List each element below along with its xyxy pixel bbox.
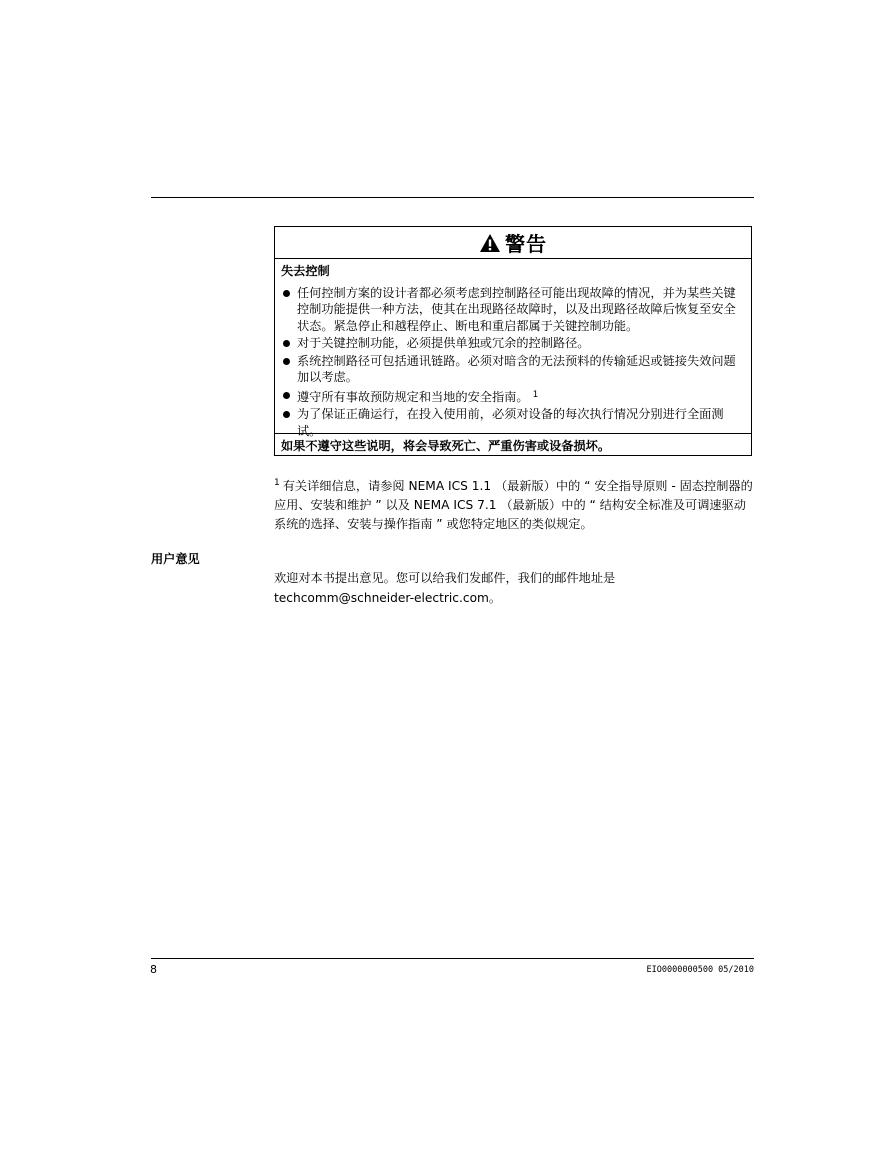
- warning-bullet-list: [281, 285, 745, 440]
- warning-bullet: 系统控制路径可包括通讯链路。必须对暗含的无法预料的传输延迟或链接失效问题加以考虑。: [281, 353, 745, 386]
- footnote-reference: 1: [532, 389, 539, 400]
- feedback-label: 用户意见: [151, 552, 200, 566]
- footer-rule: [151, 958, 754, 959]
- warning-footer: 如果不遵守这些说明，将会导致死亡、严重伤害或设备损坏。: [275, 433, 751, 455]
- feedback-line: 欢迎对本书提出意见。您可以给我们发邮件，我们的邮件地址是: [274, 571, 616, 585]
- warning-heading: 失去控制: [281, 264, 330, 278]
- warning-box: [274, 226, 752, 456]
- feedback-email: techcomm@schneider-electric.com。: [274, 591, 502, 605]
- page-number: 8: [150, 963, 157, 976]
- warning-bullet: 对于关键控制功能，必须提供单独或冗余的控制路径。: [281, 335, 745, 352]
- warning-bullet: 为了保证正确运行，在投入使用前，必须对设备的每次执行情况分别进行全面测试。: [281, 406, 745, 439]
- warning-bullet: 遵守所有事故预防规定和当地的安全指南。 $^1$: [281, 387, 745, 406]
- warning-title: 警告: [505, 232, 547, 256]
- warning-bullet: 任何控制方案的设计者都必须考虑到控制路径可能出现故障的情况，并为某些关键控制功能提供一种方法，使其在出现路径故障时，以及出现路径故障后恢复至安全状态。紧急停止和越程停止、断电和重启都属于关键控制功能。: [281, 285, 745, 335]
- warning-body: [275, 259, 751, 439]
- feedback-text: [274, 568, 754, 608]
- header-rule: [151, 197, 754, 198]
- footnote-text: 有关详细信息，请参阅 NEMA ICS 1.1 （最新版）中的 “ 安全指导原则 - 固态控制器的应用、安装和维护 ” 以及 NEMA ICS 7.1 （最新版）中的 “ 结构安全标准及可调速驱动系统的选择、安装与操作指南 ” 或您特定地区的类似规定。: [274, 479, 753, 531]
- footnote: [274, 474, 756, 534]
- warning-header: [275, 227, 751, 259]
- footnote-marker: 1: [274, 478, 280, 488]
- warning-triangle-icon: [479, 233, 501, 253]
- document-reference: EIO0000000500 05/2010: [646, 965, 754, 975]
